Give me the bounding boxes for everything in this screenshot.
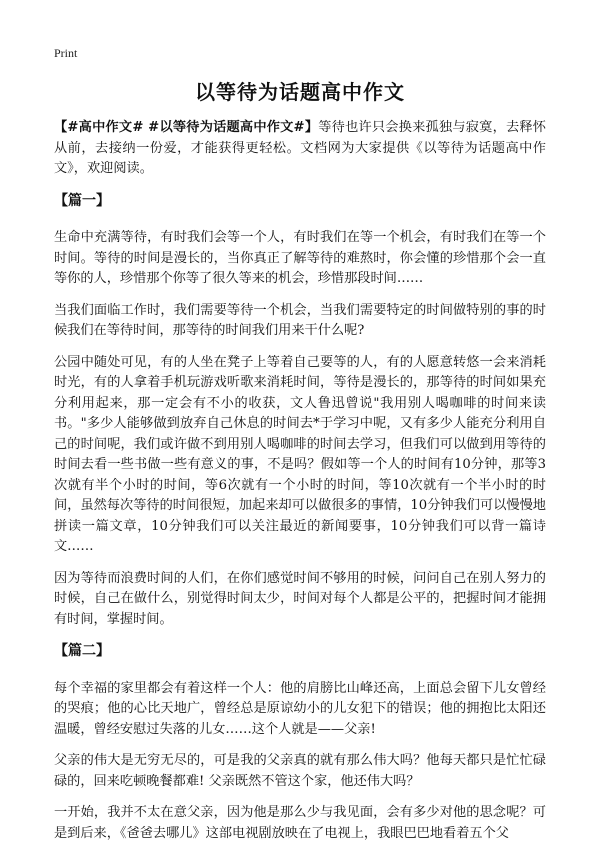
paragraph: 当我们面临工作时，我们需要等待一个机会，当我们需要特定的时间做特别的事的时候我们在等待时间，那等待的时间我们用来干什么呢?	[54, 302, 546, 338]
paragraph: 公园中随处可见，有的人坐在凳子上等着自己要等的人，有的人愿意转悠一会来消耗时光，有的人拿着手机玩游戏听歌来消耗时间，等待是漫长的，那等待的时间如果充分利用起来，那一定会有不小的收获，文人鲁迅曾说"我用别人喝咖啡的时间来读书。"多少人能够做到放弃自己休息的时间去*于学习中呢，又有多少人能充分利用自己的时间呢，我们或许做不到用别人喝咖啡的时间去学习，但我们可以做到用等待的时间去看一些书做一些有意义的事，不是吗？假如等一个人的时间有10分钟，那等3次就有半个小时的时间，等6次就有一个小时的时间，等10次就有一个半小时的时间，虽然每次等待的时间很短，加起来却可以做很多的事情，10分钟我们可以慢慢地拼读一篇文章，10分钟我们可以关注最近的新闻要事，10分钟我们可以背一篇诗文……	[54, 354, 546, 554]
article-body	[54, 118, 546, 855]
section-heading-1: 【篇一】	[54, 192, 110, 209]
section-heading-2: 【篇二】	[54, 643, 110, 659]
intro-paragraph	[54, 118, 546, 180]
paragraph: 因为等待而浪费时间的人们，在你们感觉时间不够用的时候，问问自己在别人努力的时候，自己在做什么，别觉得时间太少，时间对每个人都是公平的，把握时间才能拥有时间，掌握时间。	[54, 570, 546, 627]
paragraph: 生命中充满等待，有时我们会等一个人，有时我们在等一个机会，有时我们在等一个时间。等待的时间是漫长的，当你真正了解等待的难熬时，你会懂的珍惜那个会一直等你的人，珍惜那个你等了很久等来的机会，珍惜那段时间……	[54, 230, 546, 286]
paragraph: 父亲的伟大是无穷无尽的，可是我的父亲真的就有那么伟大吗？他每天都只是忙忙碌碌的，回来吃顿晚餐都难! 父亲既然不管这个家，他还伟大吗？	[54, 753, 546, 789]
paragraph: 一开始，我并不太在意父亲，因为他是那么少与我见面，会有多少对他的思念呢？可是到后来，《爸爸去哪儿》这部电视剧放映在了电视上，我眼巴巴地看着五个父	[54, 805, 546, 841]
page-title: 以等待为话题高中作文	[195, 80, 405, 104]
intro-tag: 【#高中作文# #以等待为话题高中作文#】	[54, 120, 319, 135]
intro-text: 等待也许只会换来孤独与寂寞，去释怀从前，去接纳一份爱，才能获得更轻松。文档网为大家提供《以等待为话题高中作文》，欢迎阅读。	[54, 120, 546, 176]
paragraph: 每个幸福的家里都会有着这样一个人：他的肩膀比山峰还高，上面总会留下儿女曾经的哭痕；他的心比天地广，曾经总是原谅幼小的儿女犯下的错误；他的拥抱比太阳还温暖，曾经安慰过失落的儿女……这个人就是——父亲!	[54, 680, 546, 737]
print-link[interactable]: Print	[54, 46, 78, 60]
